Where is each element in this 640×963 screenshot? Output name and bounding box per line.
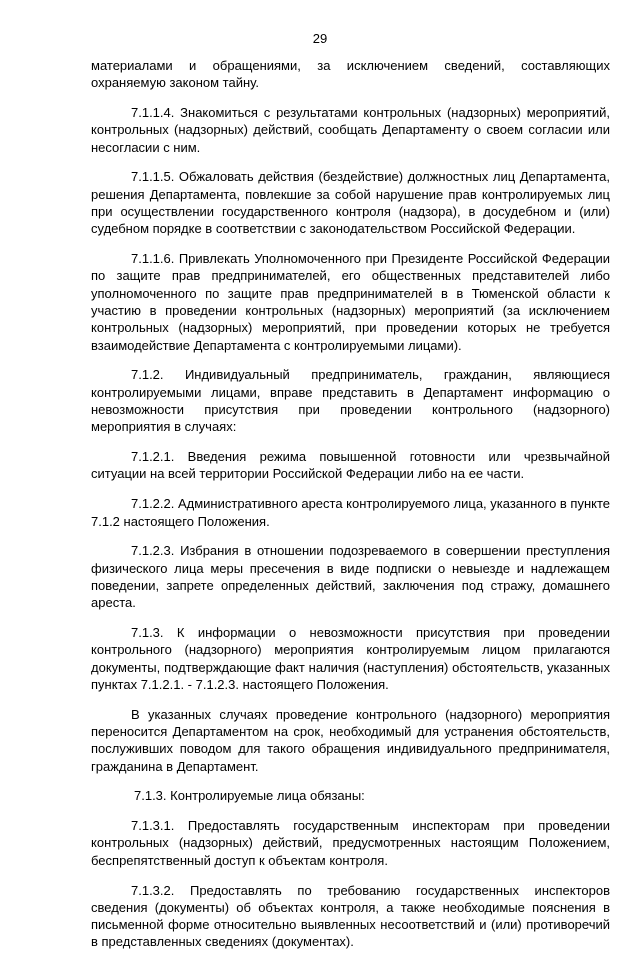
paragraph-7-1-2: 7.1.2. Индивидуальный предприниматель, гражданин, являющиеся контролируемыми лицами, вправе представить в Департамент информацию о невозможности присутствия при проведении контрольного (надзорного) мероприятия в случаях: bbox=[91, 367, 610, 435]
document-body bbox=[91, 57, 610, 963]
paragraph-7-1-2-2: 7.1.2.2. Административного ареста контролируемого лица, указанного в пункте 7.1.2 настоящего Положения. bbox=[91, 496, 611, 529]
paragraph-7-1-1-5: 7.1.1.5. Обжаловать действия (бездействие) должностных лиц Департамента, решения Департамента, повлекшие за собой нарушение прав контролируемых лиц при осуществлении государственного контроля (надзора), в досудебном и (или) судебном порядке в соответствии с законодательством Российской Федерации. bbox=[91, 169, 610, 237]
paragraph-7-1-3: 7.1.3. К информации о невозможности присутствия при проведении контрольного (надзорного) мероприятия контролируемым лицом прилагаются документы, подтверждающие факт наличия (наступления) обстоятельств, указанных пунктах 7.1.2.1. - 7.1.2.3. настоящего Положения. bbox=[91, 625, 610, 692]
paragraph-7-1-1-6: 7.1.1.6. Привлекать Уполномоченного при Президенте Российской Федерации по защите прав предпринимателей, его общественных представителей либо уполномоченного по защите прав предпринимателей в в Тюменской области к участию в проведении контрольных (надзорных) мероприятий (за исключением контрольных (надзорных) мероприятий, при проведении которых не требуется взаимодействие Департамента с контролируемыми лицами). bbox=[91, 251, 610, 353]
page-number: 29 bbox=[312, 31, 328, 46]
paragraph-7-1-3-obligations: 7.1.3. Контролируемые лица обязаны: bbox=[134, 788, 365, 804]
paragraph-continuation: материалами и обращениями, за исключением сведений, составляющих охраняемую законом тайну. bbox=[91, 58, 610, 91]
paragraph-postponement: В указанных случаях проведение контрольного (надзорного) мероприятия переносится Департаментом на срок, необходимый для устранения обстоятельств, послуживших поводом для такого обращения индивидуального предпринимателя, гражданина в Департамент. bbox=[91, 706, 610, 774]
paragraph-7-1-3-1: 7.1.3.1. Предоставлять государственным инспекторам при проведении контрольных (надзорных) действий, предусмотренных настоящим Положением, беспрепятственный доступ к объектам контроля. bbox=[91, 818, 610, 868]
paragraph-7-1-2-3: 7.1.2.3. Избрания в отношении подозреваемого в совершении преступления физического лица меры пресечения в виде подписки о невыезде и надлежащем поведении, запрете определенных действий, заключения под стражу, домашнего ареста. bbox=[91, 543, 610, 611]
paragraph-7-1-1-4: 7.1.1.4. Знакомиться с результатами контрольных (надзорных) мероприятий, контрольных (надзорных) действий, сообщать Департаменту о своем согласии или несогласии с ним. bbox=[91, 105, 610, 155]
paragraph-7-1-2-1: 7.1.2.1. Введения режима повышенной готовности или чрезвычайной ситуации на всей территории Российской Федерации либо на ее части. bbox=[91, 449, 610, 482]
paragraph-7-1-3-2: 7.1.3.2. Предоставлять по требованию государственных инспекторов сведения (документы) об объектах контроля, а также необходимые пояснения в письменной форме относительно выявленных несоответствий и (или) противоречий в представленных сведениях (документах). bbox=[91, 882, 610, 950]
